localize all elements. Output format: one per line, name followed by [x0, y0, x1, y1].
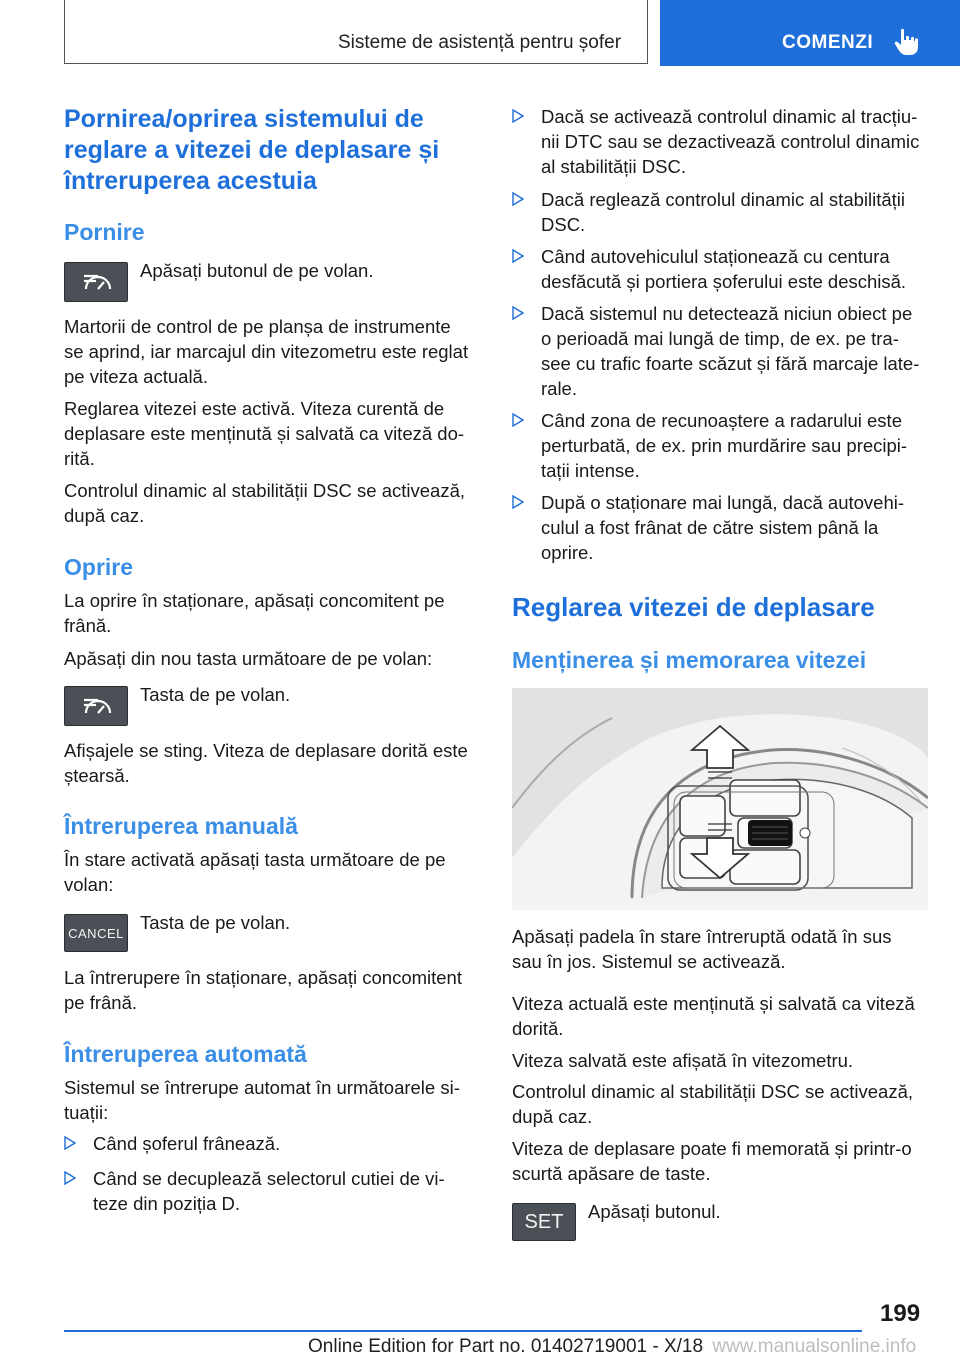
heading-intrerupere-automata: Întreruperea automată — [64, 1041, 307, 1067]
pornire-paragraph-3: Controlul dinamic al stabilității DSC se activează, după caz. — [64, 480, 466, 526]
steering-wheel-drawing — [512, 688, 928, 910]
reglare-paragraph-4: Controlul dinamic al stabilității DSC se activează, după caz. — [512, 1081, 914, 1127]
list-item: Dacă se activează controlul dinamic al tracțiu‐ nii DTC sau se dezactivează controlul dinamic al stabilității DSC. — [512, 104, 928, 182]
list-item: Dacă reglează controlul dinamic al stabilității DSC. — [512, 187, 928, 239]
heading-oprire: Oprire — [64, 554, 134, 580]
oprire-paragraph-3: Afișajele se sting. Viteza de deplasare dorită este ștearsă. — [64, 740, 468, 786]
cruise-button-image — [64, 262, 128, 302]
oprire-paragraph-1: La oprire în staționare, apăsați concomitent pe frână. — [64, 590, 445, 636]
list-item: Când șoferul frânează. — [64, 1131, 478, 1157]
list-item: Când zona de recunoaștere a radarului este perturbată, de ex. prin murdărire sau precipi‐ tații intense. — [512, 408, 928, 486]
heading-reglarea-vitezei: Reglarea vitezei de deplasare — [512, 592, 875, 622]
steering-wheel-illustration — [512, 688, 928, 910]
reglare-paragraph-1: Apăsați padela în stare întreruptă odată în sus sau în jos. Sistemul se activează. — [512, 926, 892, 972]
set-button-label: SET — [524, 1210, 564, 1233]
pornire-button-caption: Apăsați butonul de pe volan. — [140, 260, 374, 281]
cruise-button-image-2 — [64, 686, 128, 726]
triangle-bullet-icon — [512, 192, 524, 206]
cancel-button-image — [64, 914, 128, 952]
triangle-bullet-icon — [512, 495, 524, 509]
page-title: Pornirea/oprirea sistemului de reglare a vitezei de deplasare și întreruperea acestuia — [64, 105, 440, 195]
cruise-control-icon — [76, 267, 116, 297]
footer-edition: Online Edition for Part no. 01402719001 - X/18 www.manualsonline.info — [308, 1336, 917, 1357]
list-item: Dacă sistemul nu detectează niciun obiect pe o perioadă mai lungă de timp, de ex. pe tra‐ see cu trafic foarte scăzut și fără marcaje late‐ rale. — [512, 301, 928, 405]
hand-pointer-icon — [894, 28, 920, 56]
set-button-caption: Apăsați butonul. — [588, 1201, 721, 1222]
triangle-bullet-icon — [512, 413, 524, 427]
auto-paragraph-1: Sistemul se întrerupe automat în următoarele si‐ tuații: — [64, 1077, 460, 1123]
tab-comenzi[interactable] — [660, 0, 960, 66]
page-number: 199 — [880, 1300, 921, 1327]
heading-pornire: Pornire — [64, 219, 145, 245]
triangle-bullet-icon — [64, 1136, 76, 1150]
list-item: Când se decuplează selectorul cutiei de vi‐ teze din poziția D. — [64, 1166, 478, 1218]
list-item: Când autovehiculul staționează cu centura desfăcută și portiera șoferului este deschisă. — [512, 244, 928, 296]
watermark: www.manualsonline.info — [712, 1336, 917, 1357]
manual-paragraph-2: La întrerupere în staționare, apăsați concomitent pe frână. — [64, 967, 462, 1013]
cruise-control-icon — [76, 691, 116, 721]
pornire-paragraph-1: Martorii de control de pe planșa de instrumente se aprind, iar marcajul din vitezometru este reglat pe viteza actuală. — [64, 316, 469, 387]
cancel-button-label: CANCEL — [68, 925, 124, 941]
triangle-bullet-icon — [512, 109, 524, 123]
section-title: Sisteme de asistență pentru șofer — [338, 32, 622, 53]
set-button-image — [512, 1203, 576, 1241]
manual-button-caption: Tasta de pe volan. — [140, 912, 291, 933]
triangle-bullet-icon — [512, 306, 524, 320]
reglare-paragraph-3: Viteza salvată este afișată în vitezometru. — [512, 1050, 854, 1071]
pornire-paragraph-2: Reglarea vitezei este activă. Viteza curentă de deplasare este menținută și salvată ca viteză do‐ rită. — [64, 398, 465, 469]
triangle-bullet-icon — [64, 1171, 76, 1185]
reglare-paragraph-2: Viteza actuală este menținută și salvată ca viteză dorită. — [512, 993, 915, 1039]
oprire-button-caption: Tasta de pe volan. — [140, 684, 291, 705]
list-item: După o staționare mai lungă, dacă autovehi‐ culul a fost frânat de către sistem până la oprire. — [512, 490, 928, 568]
triangle-bullet-icon — [512, 249, 524, 263]
manual-paragraph-1: În stare activată apăsați tasta următoare de pe volan: — [64, 849, 446, 895]
footer-divider — [64, 1330, 862, 1332]
tab-comenzi-label: COMENZI — [782, 32, 874, 53]
heading-mentinerea-vitezei: Menținerea și memorarea vitezei — [512, 647, 867, 673]
heading-intrerupere-manuala: Întreruperea manuală — [64, 813, 298, 839]
oprire-paragraph-2: Apăsați din nou tasta următoare de pe volan: — [64, 648, 433, 669]
reglare-paragraph-5: Viteza de deplasare poate fi memorată și printr-o scurtă apăsare de taste. — [512, 1138, 912, 1184]
